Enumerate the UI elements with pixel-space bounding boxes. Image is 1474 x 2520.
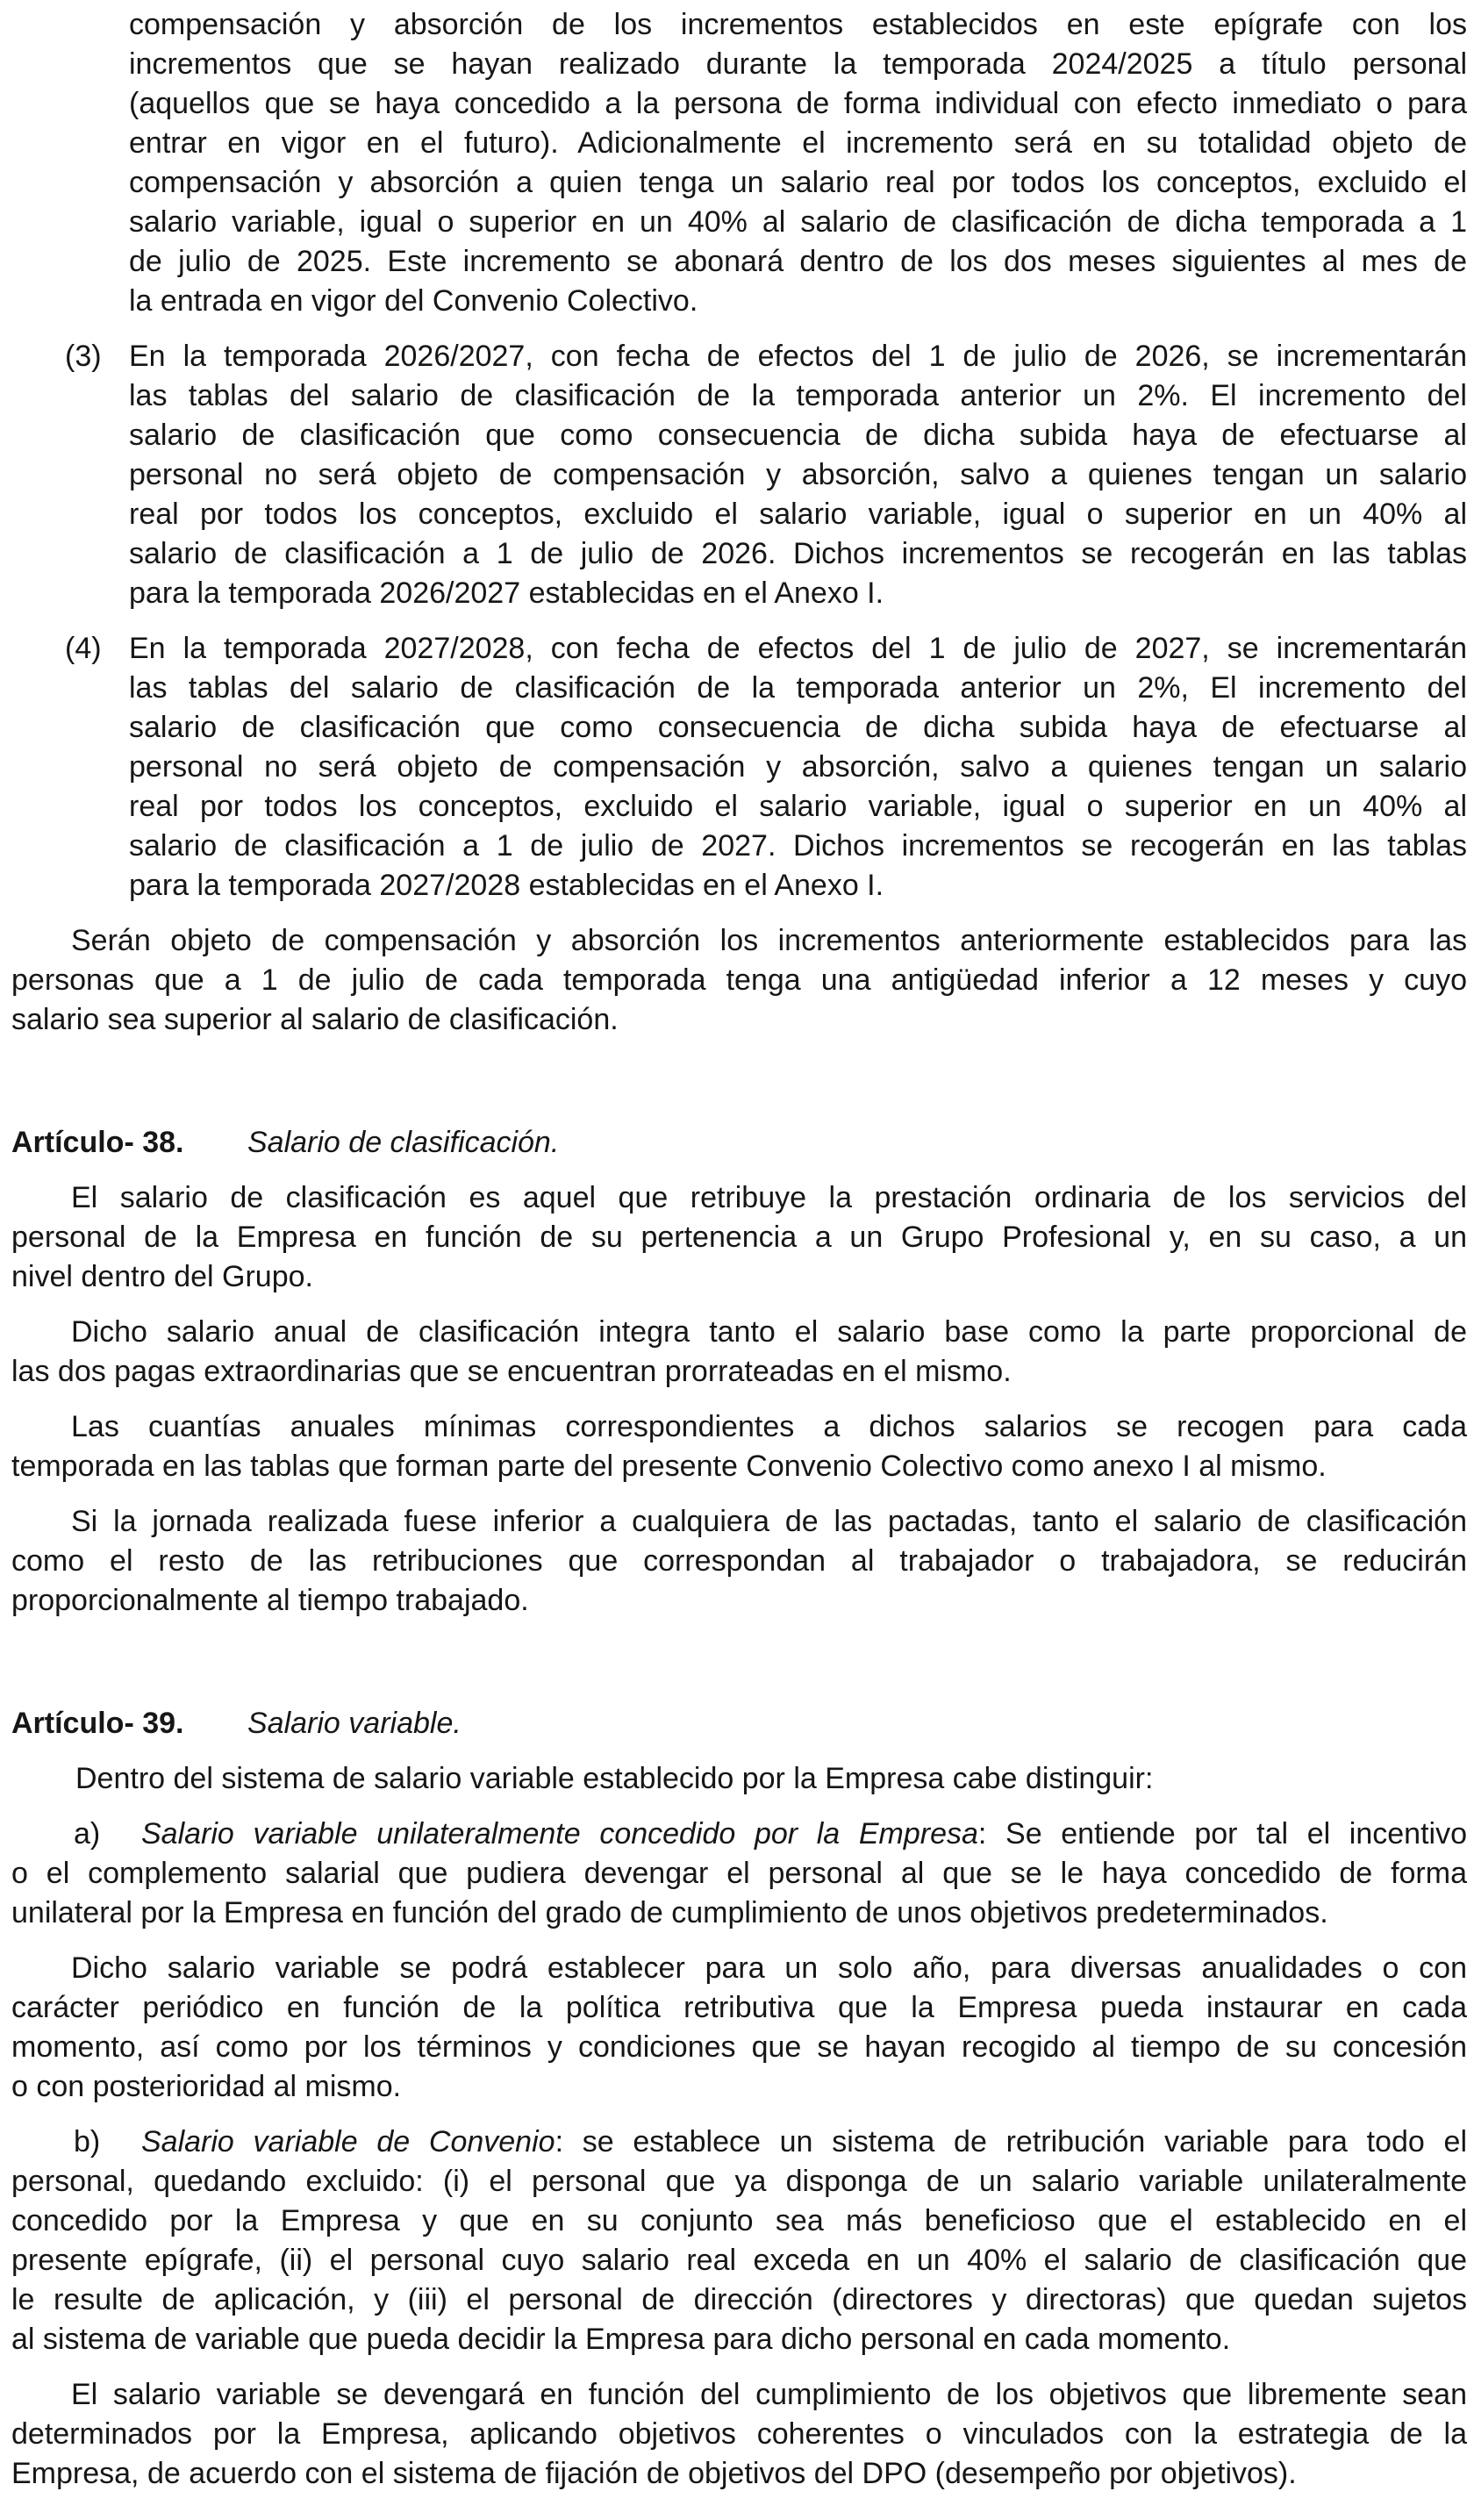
text-line: compensación y absorción a quien tenga un salario real por todos los conceptos, excluido el — [129, 166, 1467, 199]
text-line: El salario de clasificación es aquel que retribuye la prestación ordinaria de los servicios del — [71, 1181, 1467, 1214]
item-text: : Se entiende por tal el incentivo — [977, 1817, 1467, 1851]
text-line: salario variable, igual o superior en un 40% al salario de clasificación de dicha temporada a 1 — [129, 205, 1467, 239]
text-line: las tablas del salario de clasificación de la temporada anterior un 2%. El incremento del — [129, 379, 1467, 412]
text-line: concedido por la Empresa y que en su conjunto sea más beneficioso que el establecido en el — [11, 2204, 1467, 2237]
text-line: salario de clasificación que como consecuencia de dicha subida haya de efectuarse al — [129, 419, 1467, 452]
text-line: En la temporada 2026/2027, con fecha de efectos del 1 de julio de 2026, se incrementarán — [129, 340, 1467, 373]
article-title: Salario variable. — [247, 1707, 462, 1740]
text-line: o con posterioridad al mismo. — [11, 2070, 402, 2103]
text-line: temporada en las tablas que forman parte del presente Convenio Colectivo como anexo I al mismo. — [11, 1450, 1327, 1483]
text-line — [11, 1815, 1467, 1854]
text-line: al sistema de variable que pueda decidir la Empresa para dicho personal en cada momento. — [11, 2323, 1231, 2356]
text-line: Dicho salario anual de clasificación integra tanto el salario base como la parte proporcional de — [71, 1315, 1467, 1349]
text-line: real por todos los conceptos, excluido el salario variable, igual o superior en un 40% al — [129, 790, 1467, 823]
text-line: personal no será objeto de compensación y absorción, salvo a quienes tengan un salario — [129, 458, 1467, 491]
text-line: Si la jornada realizada fuese inferior a cualquiera de las pactadas, tanto el salario de clasificación — [71, 1505, 1467, 1538]
article-number: Artículo- 39. — [11, 1707, 184, 1740]
text-line: personas que a 1 de julio de cada temporada tenga una antigüedad inferior a 12 meses y cuyo — [11, 963, 1467, 997]
text-line: unilateral por la Empresa en función del grado de cumplimiento de unos objetivos predeterminados. — [11, 1896, 1328, 1929]
article-number: Artículo- 38. — [11, 1126, 184, 1159]
text-line: personal de la Empresa en función de su pertenencia a un Grupo Profesional y, en su caso, a un — [11, 1221, 1467, 1254]
text-line: nivel dentro del Grupo. — [11, 1260, 313, 1293]
text-line: El salario variable se devengará en función del cumplimiento de los objetivos que libremente sean — [71, 2378, 1467, 2411]
text-line: salario de clasificación a 1 de julio de 2027. Dichos incrementos se recogerán en las tablas — [129, 829, 1467, 863]
item-text: : se establece un sistema de retribución variable para todo el — [555, 2125, 1468, 2158]
text-line: Dicho salario variable se podrá establecer para un solo año, para diversas anualidades o con — [71, 1951, 1467, 1985]
text-line: salario de clasificación a 1 de julio de 2026. Dichos incrementos se recogerán en las tablas — [129, 537, 1467, 570]
paragraph — [11, 1313, 1467, 1392]
text-line: En la temporada 2027/2028, con fecha de efectos del 1 de julio de 2027, se incrementarán — [129, 632, 1467, 665]
text-line: carácter periódico en función de la política retributiva que la Empresa pueda instaurar en cada — [11, 1991, 1467, 2024]
paragraph — [11, 2375, 1467, 2494]
item-letter: b) — [74, 2125, 101, 2158]
article-title: Salario de clasificación. — [247, 1126, 560, 1159]
text-line: Las cuantías anuales mínimas correspondientes a dichos salarios se recogen para cada — [71, 1410, 1467, 1443]
item-letter: a) — [74, 1817, 101, 1851]
paragraph — [11, 1178, 1467, 1297]
text-line: salario sea superior al salario de clasificación. — [11, 1003, 619, 1036]
text-line: real por todos los conceptos, excluido el salario variable, igual o superior en un 40% al — [129, 498, 1467, 531]
text-line: o el complemento salarial que pudiera devengar el personal al que se le haya concedido de forma — [11, 1857, 1467, 1890]
article-heading — [11, 1704, 1467, 1743]
text-line: entrar en vigor en el futuro). Adicionalmente el incremento será en su totalidad objeto de — [129, 126, 1467, 160]
text-line: Serán objeto de compensación y absorción los incrementos anteriormente establecidos para las — [71, 924, 1467, 957]
text-line: le resulte de aplicación, y (iii) el personal de dirección (directores y directoras) que quedan sujetos — [11, 2283, 1467, 2316]
text-line: personal no será objeto de compensación y absorción, salvo a quienes tengan un salario — [129, 750, 1467, 784]
text-line: las dos pagas extraordinarias que se encuentran prorrateadas en el mismo. — [11, 1355, 1012, 1388]
lettered-paragraph — [11, 2123, 1467, 2359]
paragraph — [11, 5, 1467, 321]
text-line: personal, quedando excluido: (i) el personal que ya disponga de un salario variable unilateralmente — [11, 2165, 1467, 2198]
article-heading — [11, 1123, 1467, 1163]
text-line: presente epígrafe, (ii) el personal cuyo salario real exceda en un 40% el salario de clasificación que — [11, 2244, 1467, 2277]
text-line: Empresa, de acuerdo con el sistema de fijación de objetivos del DPO (desempeño por objetivos). — [11, 2457, 1297, 2490]
paragraph-number: (3) — [65, 340, 102, 373]
text-line: salario de clasificación que como consecuencia de dicha subida haya de efectuarse al — [129, 711, 1467, 744]
lettered-paragraph — [11, 1815, 1467, 1933]
text-line: Dentro del sistema de salario variable establecido por la Empresa cabe distinguir: — [75, 1762, 1154, 1795]
paragraph — [11, 1407, 1467, 1486]
text-line: de julio de 2025. Este incremento se abonará dentro de los dos meses siguientes al mes de — [129, 245, 1467, 278]
text-line: determinados por la Empresa, aplicando objetivos coherentes o vinculados con la estrategia de la — [11, 2417, 1467, 2451]
text-line: (aquellos que se haya concedido a la persona de forma individual con efecto inmediato o para — [129, 87, 1467, 120]
text-line: la entrada en vigor del Convenio Colectivo. — [129, 284, 698, 318]
text-line: para la temporada 2027/2028 establecidas en el Anexo I. — [129, 869, 884, 902]
paragraph — [11, 921, 1467, 1040]
text-line: como el resto de las retribuciones que correspondan al trabajador o trabajadora, se reducirán — [11, 1544, 1467, 1578]
text-line: proporcionalmente al tiempo trabajado. — [11, 1584, 529, 1617]
paragraph-number: (4) — [65, 632, 102, 665]
text-line: las tablas del salario de clasificación de la temporada anterior un 2%, El incremento del — [129, 671, 1467, 705]
paragraph — [11, 1759, 1467, 1799]
text-line: momento, así como por los términos y condiciones que se hayan recogido al tiempo de su concesión — [11, 2030, 1467, 2064]
text-line: compensación y absorción de los incrementos establecidos en este epígrafe con los — [129, 8, 1467, 41]
document-page — [11, 5, 1467, 2494]
numbered-paragraph — [11, 629, 1467, 906]
text-line: incrementos que se hayan realizado durante la temporada 2024/2025 a título personal — [129, 47, 1467, 81]
item-title: Salario variable unilateralmente concedido por la Empresa — [141, 1817, 978, 1851]
numbered-paragraph — [11, 337, 1467, 613]
paragraph — [11, 1949, 1467, 2107]
item-title: Salario variable de Convenio — [141, 2125, 555, 2158]
paragraph — [11, 1502, 1467, 1621]
text-line — [11, 2123, 1467, 2162]
text-line: para la temporada 2026/2027 establecidas en el Anexo I. — [129, 576, 884, 610]
